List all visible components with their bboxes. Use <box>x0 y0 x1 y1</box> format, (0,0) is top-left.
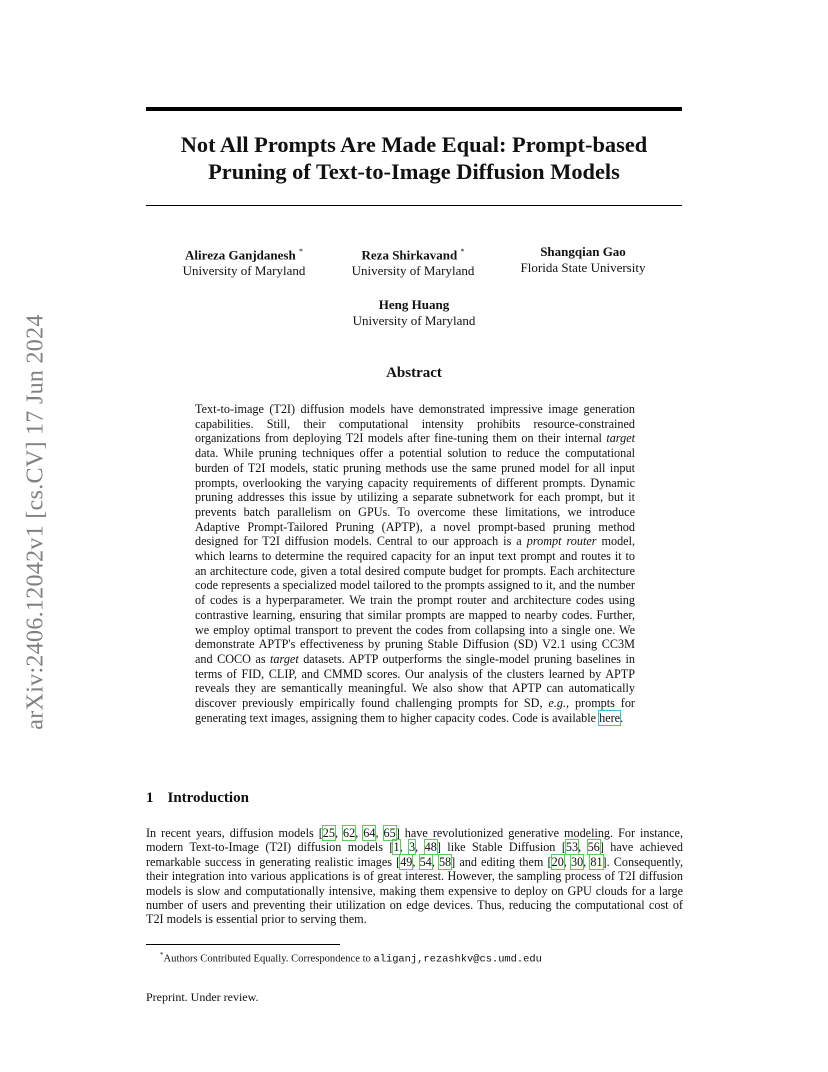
citation-link[interactable]: 53 <box>565 840 579 855</box>
citation-link[interactable]: 56 <box>587 840 600 855</box>
citation-link[interactable]: 30 <box>570 854 584 869</box>
author-affiliation: University of Maryland <box>182 263 306 279</box>
code-link[interactable]: here <box>599 710 621 725</box>
citation-link[interactable]: 58 <box>438 854 452 869</box>
citation-link[interactable]: 64 <box>363 826 376 840</box>
author-4 <box>304 297 524 329</box>
footnote: *Authors Contributed Equally. Correspondence to aliganj,rezashkv@cs.umd.edu <box>160 951 542 966</box>
citation-link[interactable]: 65 <box>383 826 396 840</box>
author-name: Shangqian Gao <box>540 244 626 259</box>
title-bottom-rule <box>146 205 682 206</box>
citation-link[interactable]: 49 <box>400 854 413 869</box>
author-affiliation: University of Maryland <box>351 263 475 279</box>
footnote-rule <box>146 944 340 945</box>
citation-link[interactable]: 81 <box>590 854 603 869</box>
citation-link[interactable]: 54 <box>419 854 432 869</box>
author-3 <box>473 244 693 276</box>
citation-link[interactable]: 1 <box>393 840 400 855</box>
citation-link[interactable]: 48 <box>424 840 437 855</box>
section-heading-introduction: 1 Introduction <box>146 790 249 806</box>
paper-title <box>146 131 682 185</box>
title-line-2: Pruning of Text-to-Image Diffusion Models <box>208 159 620 184</box>
author-affiliation: Florida State University <box>520 260 646 275</box>
abstract-text: Text-to-image (T2I) diffusion models have demonstrated impressive image generation capabilities. Still, their computational intensity prohibits resource-constrained organizations from deploying T2I models after fine-tuning them on their internal target data. While pruning techniques offer a potential solution to reduce the computational burden of T2I models, static pruning methods use the same pruned model for all input prompts, overlooking the varying capacity requirements of different prompts. Dynamic pruning addresses this issue by utilizing a separate subnetwork for each prompt, but it prevents batch parallelism on GPUs. To overcome these limitations, we introduce Adaptive Prompt-Tailored Pruning (APTP), a novel prompt-based pruning method designed for T2I diffusion models. Central to our approach is a prompt router model, which learns to determine the required capacity for an input text prompt and routes it to an architecture code, given a total desired compute budget for prompts. Each architecture code represents a specialized model tailored to the prompts assigned to it, and the number of codes is a hyperparameter. We train the prompt router and architecture codes using contrastive learning, ensuring that similar prompts are mapped to nearby codes. Further, we employ optimal transport to prevent the codes from collapsing into a single one. We demonstrate APTP's effectiveness by pruning Stable Diffusion (SD) V2.1 using CC3M and COCO as target datasets. APTP outperforms the single-model pruning baselines in terms of FID, CLIP, and CMMD scores. Our analysis of the clusters learned by APTP reveals they are semantically meaningful. We also show that APTP can automatically discover previously empirically found challenging prompts for SD, e.g., prompts for generating text images, assigning them to higher capacity codes. Code is available here. <box>195 402 636 725</box>
title-line-1: Not All Prompts Are Made Equal: Prompt-based <box>180 132 648 157</box>
correspondence-emails: aliganj,rezashkv@cs.umd.edu <box>373 953 542 966</box>
author-name: Reza Shirkavand * <box>361 247 465 263</box>
abstract-heading: Abstract <box>386 365 442 381</box>
citation-link[interactable]: 20 <box>551 854 564 869</box>
author-name: Heng Huang <box>378 297 450 312</box>
citation-link[interactable]: 3 <box>409 840 416 855</box>
author-name: Alireza Ganjdanesh * <box>185 247 303 263</box>
introduction-paragraph: In recent years, diffusion models [25, 62, 64, 65] have revolutionized generative modeling. For instance, modern Text-to-Image (T2I) diffusion models [1, 3, 48] like Stable Diffusion [53, 56] have achieved remarkable success in generating realistic images [49, 54, 58] and editing them [20, 30, 81]. Consequently, their integration into various applications is of great interest. However, the sampling process of T2I diffusion models is slow and computationally intensive, making them expensive to deploy on GPU clouds for a large number of users and preventing their utilization on edge devices. Thus, reducing the computational cost of T2I models is essential prior to serving them. <box>146 826 684 927</box>
preprint-notice: Preprint. Under review. <box>146 990 259 1004</box>
arxiv-identifier: arXiv:2406.12042v1 [cs.CV] 17 Jun 2024 <box>22 314 49 730</box>
title-top-rule <box>146 107 682 111</box>
citation-link[interactable]: 25 <box>322 826 335 840</box>
author-affiliation: University of Maryland <box>352 313 476 328</box>
citation-link[interactable]: 62 <box>343 826 356 840</box>
